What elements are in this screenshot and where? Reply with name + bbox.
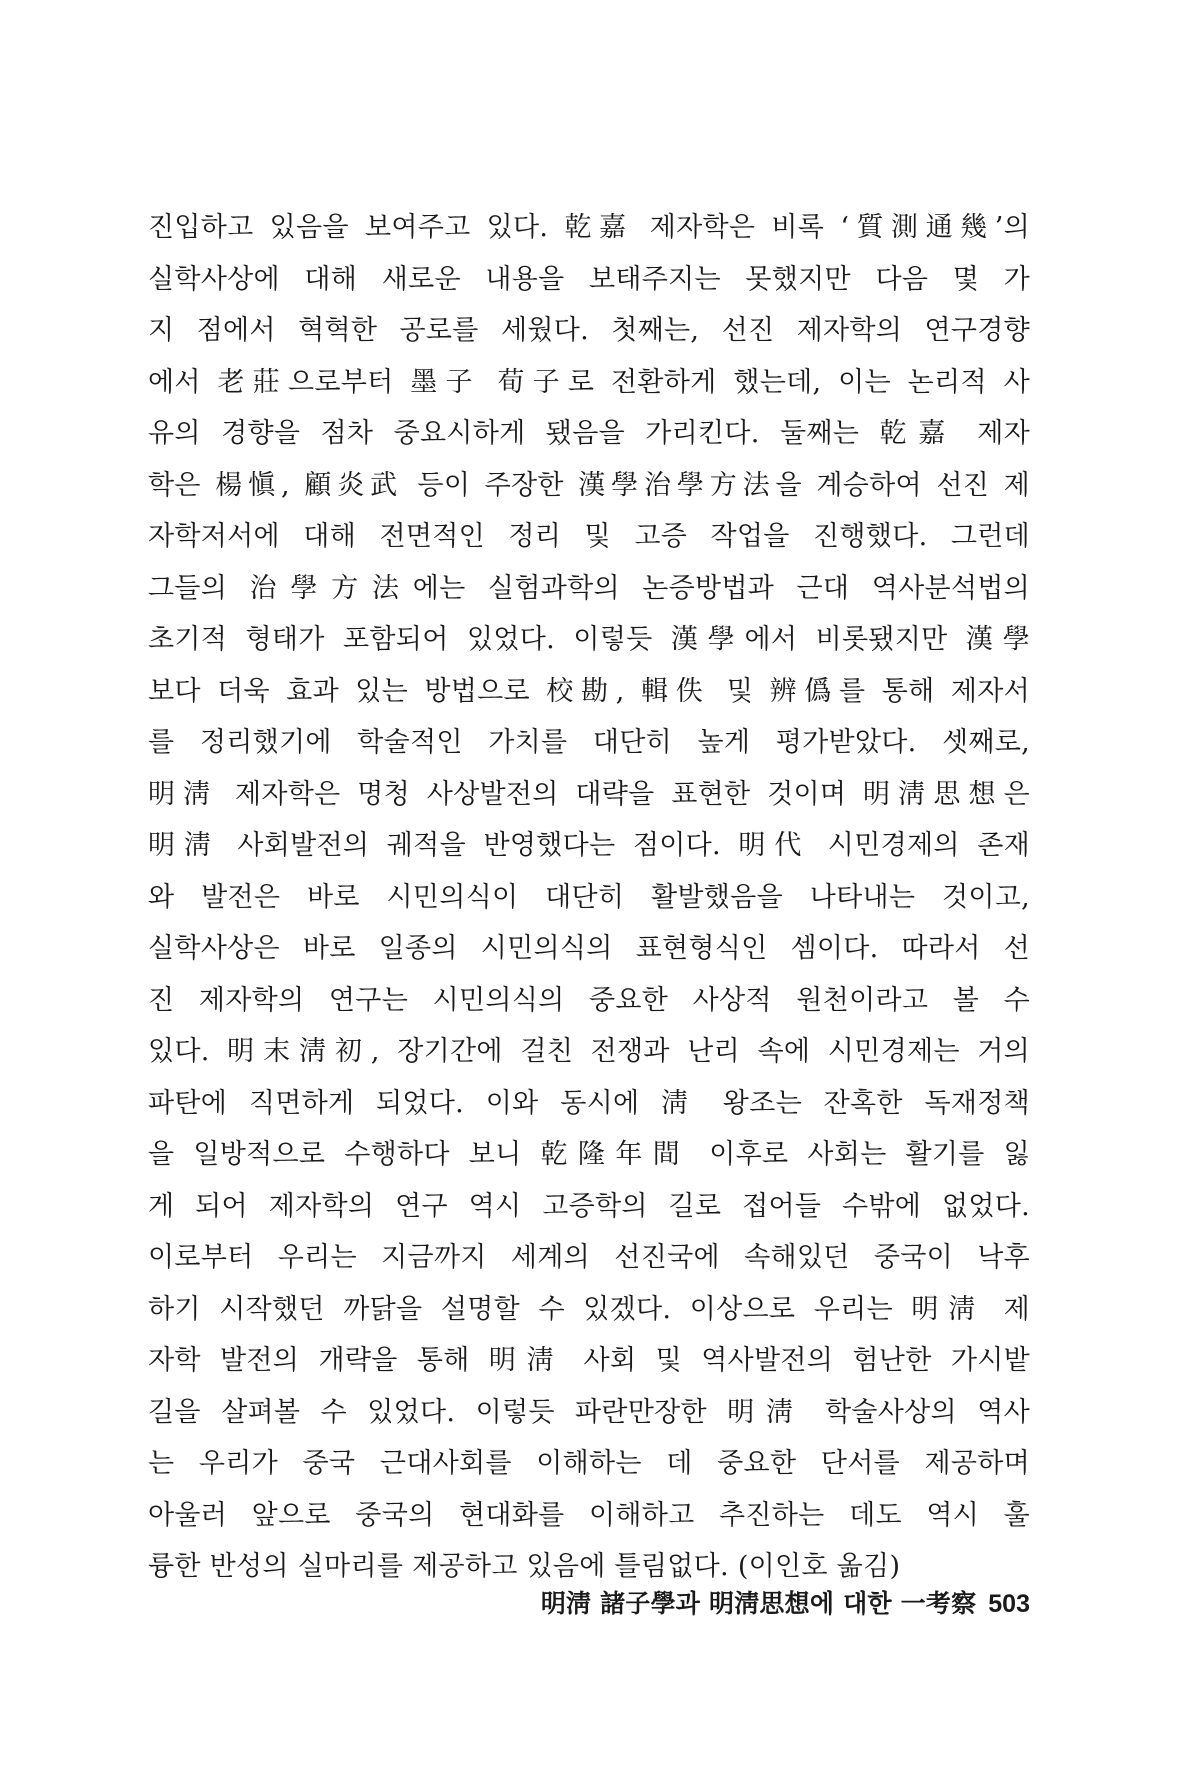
text-line: 진입하고 있음을 보여주고 있다. 乾嘉 제자학은 비록 ‘質測通幾’의 <box>148 212 1030 243</box>
text-line: 파탄에 직면하게 되었다. 이와 동시에 淸 왕조는 잔혹한 독재정책 <box>148 1087 1030 1119</box>
text-line: 하기 시작했던 까닭을 설명할 수 있겠다. 이상으로 우리는 明淸 제 <box>148 1293 1030 1325</box>
text-line: 는 우리가 중국 근대사회를 이해하는 데 중요한 단서를 제공하며 <box>148 1448 1030 1479</box>
footer-title: 明淸 諸子學과 明淸思想에 대한 一考察 <box>540 1589 977 1618</box>
text-line: 실학사상에 대해 새로운 내용을 보태주지는 못했지만 다음 몇 가 <box>148 263 1030 295</box>
text-line: 아울러 앞으로 중국의 현대화를 이해하고 추진하는 데도 역시 훌 <box>148 1499 1030 1531</box>
text-line: 지 점에서 혁혁한 공로를 세웠다. 첫째는, 선진 제자학의 연구경향 <box>148 315 1030 346</box>
running-footer <box>530 1582 1030 1626</box>
page-number: 503 <box>988 1590 1030 1618</box>
body-text <box>148 202 1030 1593</box>
text-line: 륭한 반성의 실마리를 제공하고 있음에 틀림없다. (이인호 옮김) <box>148 1551 901 1582</box>
text-line: 자학저서에 대해 전면적인 정리 및 고증 작업을 진행했다. 그런데 <box>148 521 1030 552</box>
text-line: 학은 楊愼, 顧炎武 등이 주장한 漢學治學方法을 계승하여 선진 제 <box>148 469 1030 501</box>
text-line: 자학 발전의 개략을 통해 明淸 사회 및 역사발전의 험난한 가시밭 <box>148 1345 1030 1376</box>
text-line: 초기적 형태가 포함되어 있었다. 이렇듯 漢學에서 비롯됐지만 漢學 <box>148 624 1030 655</box>
text-line: 明淸 제자학은 명청 사상발전의 대략을 표현한 것이며 明淸思想은 <box>148 778 1030 810</box>
text-line: 있다. 明末淸初, 장기간에 걸친 전쟁과 난리 속에 시민경제는 거의 <box>148 1036 1030 1067</box>
text-line: 그들의 治學方法에는 실험과학의 논증방법과 근대 역사분석법의 <box>148 572 1030 604</box>
text-line: 이로부터 우리는 지금까지 세계의 선진국에 속해있던 중국이 낙후 <box>148 1242 1030 1273</box>
text-line: 길을 살펴볼 수 있었다. 이렇듯 파란만장한 明淸 학술사상의 역사 <box>148 1396 1030 1428</box>
text-line: 와 발전은 바로 시민의식이 대단히 활발했음을 나타내는 것이고, <box>148 881 1030 913</box>
text-line: 明淸 사회발전의 궤적을 반영했다는 점이다. 明代 시민경제의 존재 <box>148 830 1030 861</box>
text-line: 을 일방적으로 수행하다 보니 乾隆年間 이후로 사회는 활기를 잃 <box>148 1139 1030 1170</box>
text-line: 게 되어 제자학의 연구 역시 고증학의 길로 접어들 수밖에 없었다. <box>148 1190 1030 1222</box>
text-line: 유의 경향을 점차 중요시하게 됐음을 가리킨다. 둘째는 乾嘉 제자 <box>148 418 1030 449</box>
text-line: 보다 더욱 효과 있는 방법으로 校勘, 輯佚 및 辨僞를 통해 제자서 <box>148 675 1030 707</box>
text-line: 진 제자학의 연구는 시민의식의 중요한 사상적 원천이라고 볼 수 <box>148 984 1030 1016</box>
text-line: 를 정리했기에 학술적인 가치를 대단히 높게 평가받았다. 셋째로, <box>148 727 1030 758</box>
text-line: 실학사상은 바로 일종의 시민의식의 표현형식인 셈이다. 따라서 선 <box>148 933 1030 964</box>
text-line: 에서 老莊으로부터 墨子 荀子로 전환하게 했는데, 이는 논리적 사 <box>148 366 1030 398</box>
